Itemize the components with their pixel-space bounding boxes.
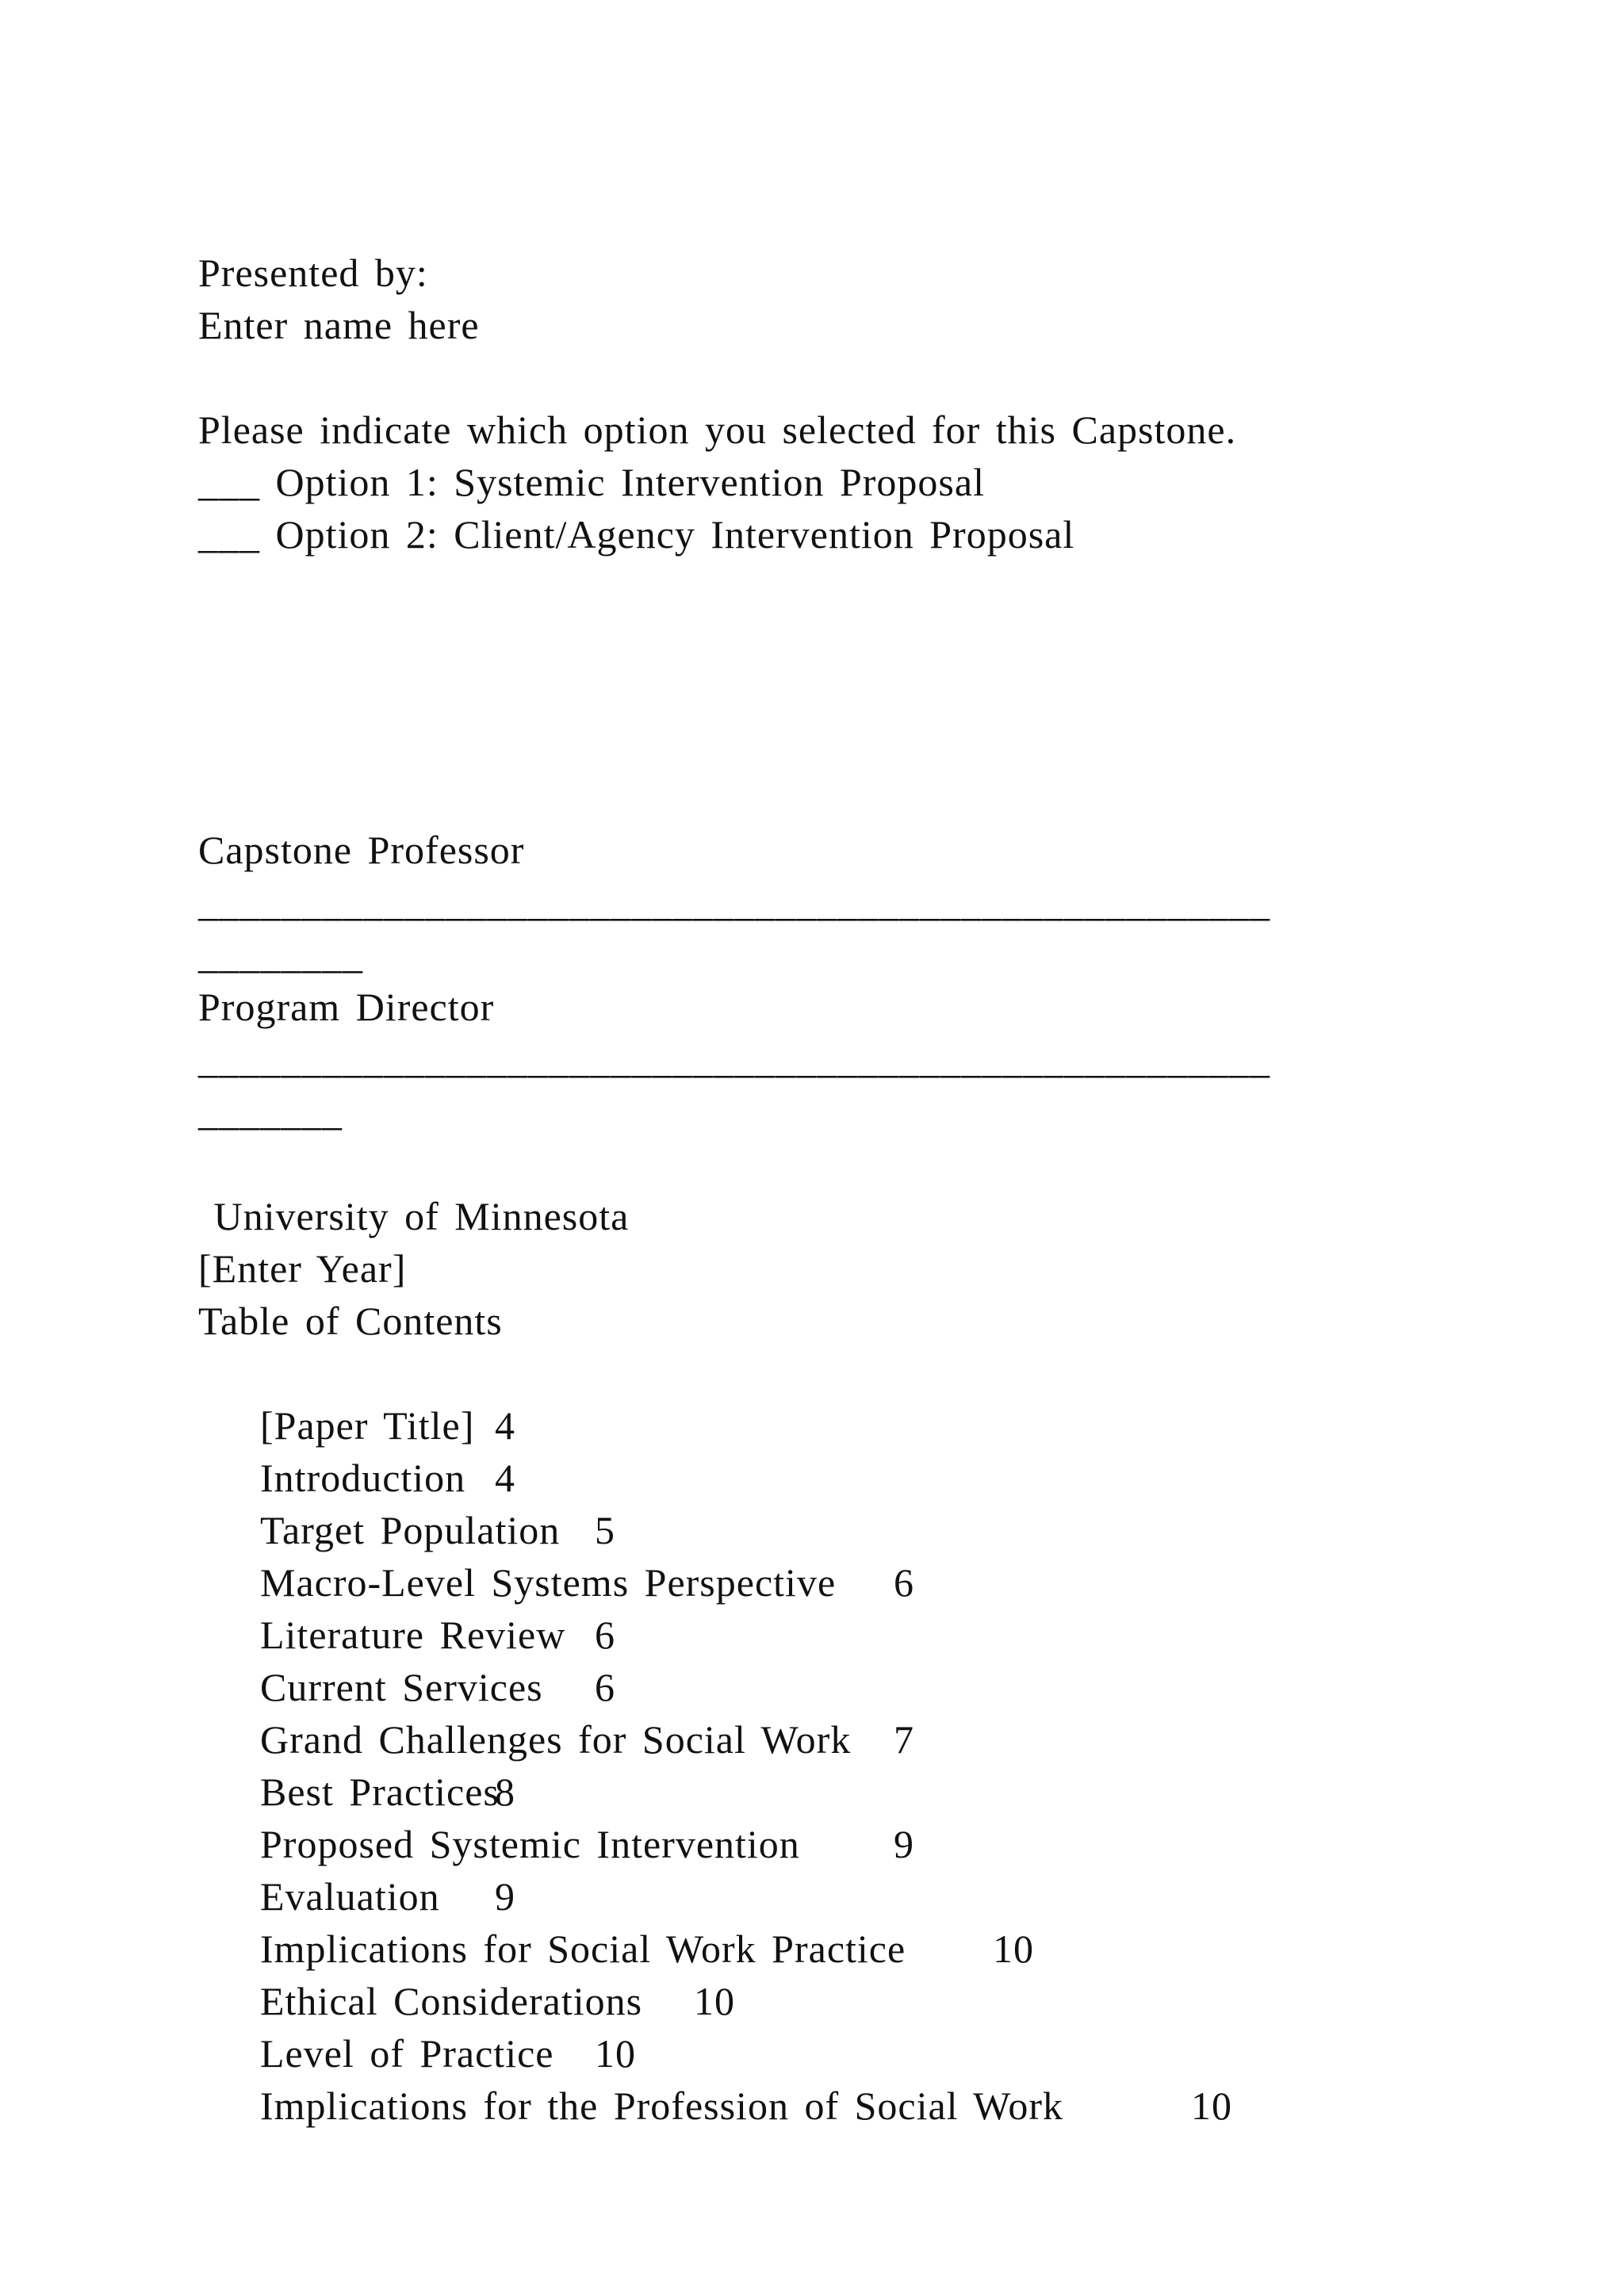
- toc-entry-page: 10: [595, 2031, 636, 2076]
- toc-entry-title: Implications for the Profession of Social Work: [260, 2084, 1064, 2128]
- program-director-label: Program Director: [198, 985, 495, 1029]
- option-1: ___ Option 1: Systemic Intervention Proposal: [198, 460, 985, 504]
- capstone-professor-label: Capstone Professor: [198, 828, 525, 872]
- toc-entry-title: Macro-Level Systems Perspective: [260, 1560, 837, 1605]
- toc-entry-page: 6: [894, 1560, 914, 1605]
- toc-entry-page: 10: [1191, 2084, 1232, 2128]
- presented-by-label: Presented by:: [198, 251, 428, 295]
- toc-entry-page: 8: [495, 1770, 515, 1814]
- toc-entry-title: Best Practices: [260, 1770, 500, 1814]
- capstone-professor-signature-line: ____________________________________________________: [198, 880, 1270, 924]
- toc-entry-title: Literature Review: [260, 1613, 566, 1657]
- capstone-professor-signature-line-continued: ________: [198, 932, 363, 977]
- toc-entry-title: Current Services: [260, 1665, 543, 1709]
- year-placeholder: [Enter Year]: [198, 1246, 407, 1291]
- toc-entry-title: [Paper Title]: [260, 1403, 475, 1448]
- toc-entry-page: 4: [495, 1403, 515, 1448]
- toc-entry-page: 10: [993, 1927, 1034, 1971]
- toc-entry-page: 7: [894, 1717, 914, 1762]
- toc-entry-page: 9: [495, 1874, 515, 1919]
- toc-entry-title: Evaluation: [260, 1874, 440, 1919]
- option-prompt: Please indicate which option you selected for this Capstone.: [198, 408, 1237, 452]
- toc-entry-title: Target Population: [260, 1508, 561, 1552]
- presenter-name: Enter name here: [198, 303, 480, 347]
- toc-heading: Table of Contents: [198, 1299, 503, 1343]
- toc-entry-page: 4: [495, 1456, 515, 1500]
- toc-entry: [198, 2027, 1232, 2184]
- toc-entry-title: Implications for Social Work Practice: [260, 1927, 906, 1971]
- program-director-signature-line-continued: _______: [198, 1089, 343, 1134]
- toc-entry-title: Introduction: [260, 1456, 466, 1500]
- toc-entry-page: 9: [894, 1822, 914, 1866]
- toc-entry-title: Ethical Considerations: [260, 1979, 643, 2023]
- toc-entry-title: Level of Practice: [260, 2031, 554, 2076]
- toc-entry-page: 10: [694, 1979, 735, 2023]
- toc-entry-page: 6: [595, 1665, 615, 1709]
- program-director-signature-line: ____________________________________________________: [198, 1037, 1270, 1081]
- toc-entry-page: 6: [595, 1613, 615, 1657]
- option-2: ___ Option 2: Client/Agency Intervention Proposal: [198, 512, 1075, 557]
- toc-entry-title: Grand Challenges for Social Work: [260, 1717, 852, 1762]
- toc-entry-title: Proposed Systemic Intervention: [260, 1822, 800, 1866]
- university-name: University of Minnesota: [198, 1194, 630, 1238]
- toc-entry-page: 5: [595, 1508, 615, 1552]
